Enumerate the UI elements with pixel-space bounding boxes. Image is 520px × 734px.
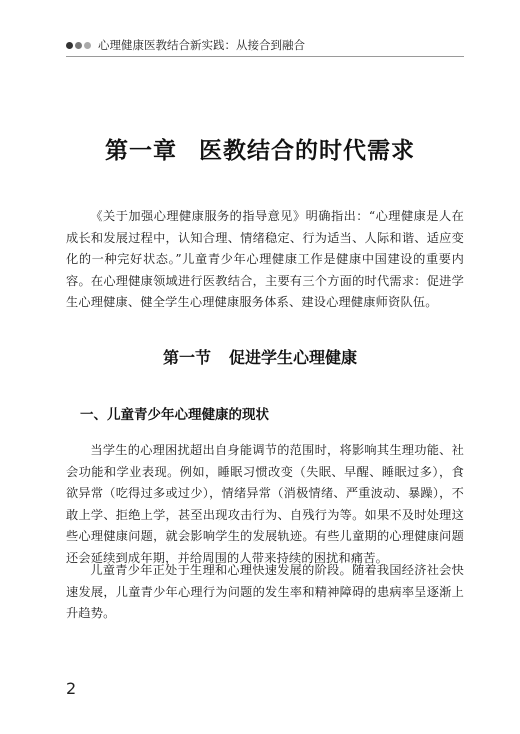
body-paragraph-2: 儿童青少年正处于生理和心理快速发展的阶段。随着我国经济社会快速发展，儿童青少年心理行为问题的发生率和精神障碍的患病率呈逐渐上升趋势。 (66, 563, 464, 620)
section-number: 第一节 (162, 348, 211, 367)
section-heading (0, 345, 520, 368)
chapter-heading (0, 132, 520, 165)
intro-paragraph: 《关于加强心理健康服务的指导意见》明确指出：“心理健康是人在成长和发展过程中，认知合理、情绪稳定、行为适当、人际和谐、适应变化的一种完好状态。”儿童青少年心理健康工作是健康中国建设的重要内容。在心理健康领域进行医教结合，主要有三个方面的时代需求：促进学生心理健康、健全学生心理健康服务体系、建设心理健康师资队伍。 (66, 209, 464, 309)
chapter-number: 第一章 (105, 138, 177, 164)
header-rule (66, 56, 464, 57)
running-title: 心理健康医教结合新实践：从接合到融合 (98, 38, 305, 52)
body-paragraph-1: 当学生的心理困扰超出自身能调节的范围时，将影响其生理功能、社会功能和学业表现。例如，睡眠习惯改变（失眠、早醒、睡眠过多），食欲异常（吃得过多或过少），情绪异常（消极情绪、严重波动、暴躁），不敢上学、拒绝上学，甚至出现攻击行为、自残行为等。如果不及时处理这些心理健康问题，就会影响学生的发展轨迹。有些儿童期的心理健康问题还会延续到成年期，并给周围的人带来持续的困扰和痛苦。 (66, 443, 464, 565)
subsection-heading: 一、儿童青少年心理健康的现状 (80, 407, 269, 423)
section-title: 促进学生心理健康 (229, 348, 358, 367)
running-header (66, 37, 305, 53)
page-number: 2 (66, 679, 77, 698)
header-dots-icon (66, 42, 93, 49)
chapter-title: 医教结合的时代需求 (199, 138, 415, 164)
